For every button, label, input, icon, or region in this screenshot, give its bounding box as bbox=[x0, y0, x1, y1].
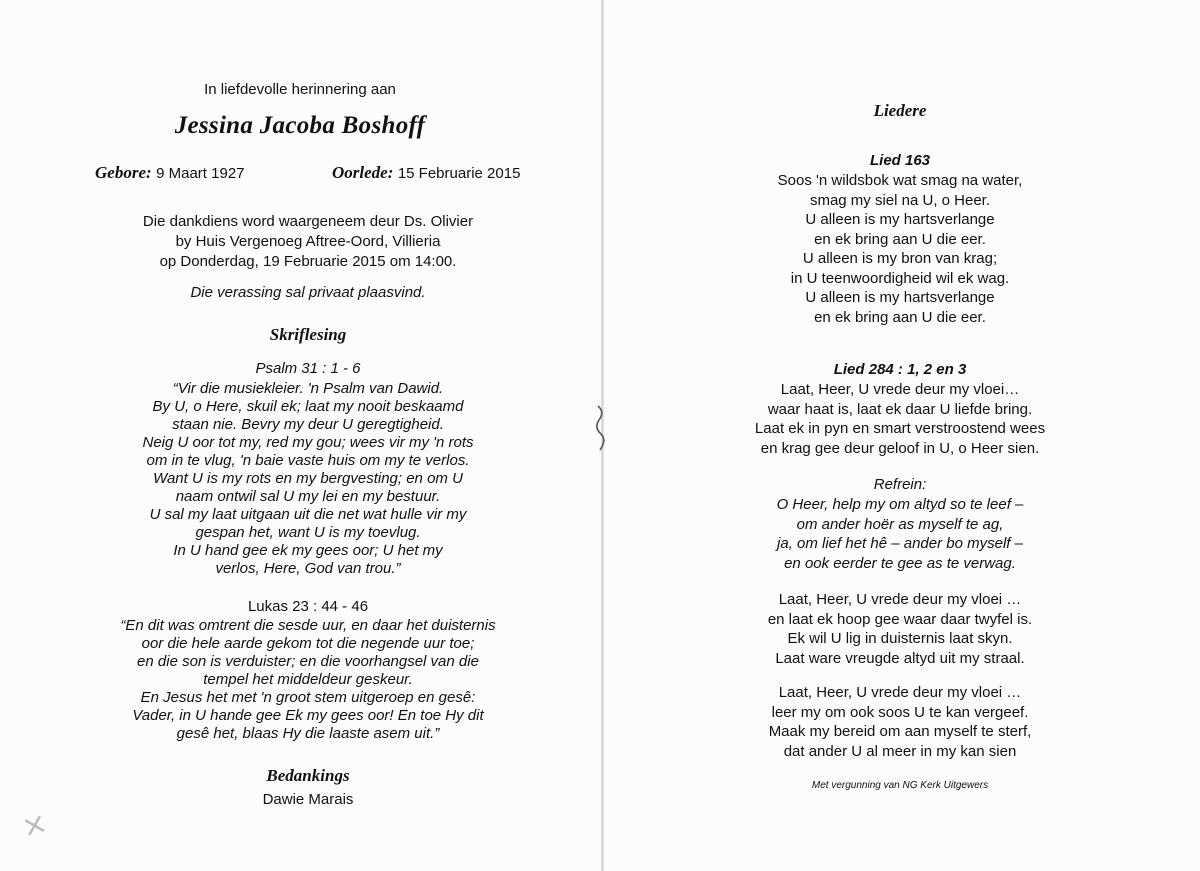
refrain-line: om ander hoër as myself te ag, bbox=[796, 515, 1004, 533]
service-details bbox=[100, 212, 516, 272]
song-line: Laat ek in pyn en smart verstroostend wees bbox=[754, 420, 1046, 437]
luke-line: Vader, in U hande gee Ek my gees oor! En toe Hy dit bbox=[132, 707, 484, 724]
psalm-line: “Vir die musiekleier. 'n Psalm van Dawid. bbox=[172, 380, 444, 397]
refrain-line: en ook eerder te gee as te verwag. bbox=[784, 554, 1016, 572]
luke-reference: Lukas 23 : 44 - 46 bbox=[247, 598, 369, 615]
song-line: en krag gee deur geloof in U, o Heer sien. bbox=[760, 439, 1040, 457]
scripture-heading: Skriflesing bbox=[269, 325, 347, 344]
song-line: Laat, Heer, U vrede deur my vloei … bbox=[778, 684, 1022, 701]
psalm-line: staan nie. Bevry my deur U geregtigheid. bbox=[172, 416, 444, 433]
luke-line: “En dit was omtrent die sesde uur, en daar het duisternis bbox=[120, 617, 496, 634]
psalm-line: naam ontwil sal U my lei en my bestuur. bbox=[175, 488, 441, 505]
song-line: en ek bring aan U die eer. bbox=[814, 308, 986, 326]
psalm-line: gespan het, want U is my toevlug. bbox=[195, 524, 421, 541]
born-label: Gebore: bbox=[95, 163, 152, 182]
died-date: 15 Februarie 2015 bbox=[397, 165, 521, 182]
luke-line: En Jesus het met 'n groot stem uitgeroep en gesê: bbox=[140, 689, 476, 706]
psalm-line: verlos, Here, God van trou.” bbox=[215, 560, 401, 577]
refrain-text bbox=[720, 495, 1080, 573]
luke-text bbox=[90, 617, 526, 743]
thanks-heading: Bedankings bbox=[266, 766, 350, 785]
song-line: in U teenwoordigheid wil ek wag. bbox=[790, 269, 1010, 287]
service-line: op Donderdag, 19 Februarie 2015 om 14:00. bbox=[159, 253, 457, 270]
song-line: en ek bring aan U die eer. bbox=[814, 230, 986, 248]
song2-verse2 bbox=[720, 590, 1080, 668]
psalm-line: By U, o Here, skuil ek; laat my nooit beskaamd bbox=[152, 398, 464, 415]
song-line: leer my om ook soos U te kan vergeef. bbox=[771, 703, 1029, 721]
psalm-line: om in te vlug, 'n baie vaste huis om my te verlos. bbox=[146, 452, 470, 469]
birth-info bbox=[95, 163, 245, 183]
luke-line: oor die hele aarde gekom tot die negende uur toe; bbox=[141, 635, 475, 652]
service-line: Die dankdiens word waargeneem deur Ds. Olivier bbox=[142, 213, 474, 230]
refrain-label: Refrein: bbox=[873, 476, 927, 493]
song1-title: Lied 163 bbox=[869, 152, 931, 169]
song-line: Soos 'n wildsbok wat smag na water, bbox=[777, 172, 1023, 189]
song-line: waar haat is, laat ek daar U liefde bring. bbox=[767, 400, 1033, 418]
luke-line: en die son is verduister; en die voorhangsel van die bbox=[137, 653, 479, 670]
song-line: Ek wil U lig in duisternis laat skyn. bbox=[787, 630, 1013, 647]
staple-mark bbox=[593, 402, 609, 454]
refrain-line: O Heer, help my om altyd so te leef – bbox=[776, 496, 1024, 513]
song-line: Laat, Heer, U vrede deur my vloei … bbox=[778, 591, 1022, 608]
song-line: Maak my bereid om aan myself te sterf, bbox=[768, 723, 1032, 740]
song-line: U alleen is my bron van krag; bbox=[802, 250, 998, 267]
service-line: by Huis Vergenoeg Aftree-Oord, Villieria bbox=[175, 233, 441, 250]
psalm-line: Want U is my rots en my bergvesting; en om U bbox=[153, 470, 463, 487]
permission-note: Met vergunning van NG Kerk Uitgewers bbox=[811, 780, 989, 791]
song2-title: Lied 284 : 1, 2 en 3 bbox=[833, 361, 967, 378]
pencil-mark: × bbox=[17, 805, 52, 846]
luke-line: tempel het middeldeur geskeur. bbox=[203, 671, 413, 688]
song-line: U alleen is my hartsverlange bbox=[805, 289, 995, 306]
song-line: Laat, Heer, U vrede deur my vloei… bbox=[780, 381, 1020, 398]
intro-text: In liefdevolle herinnering aan bbox=[204, 81, 396, 98]
song-line: U alleen is my hartsverlange bbox=[805, 211, 995, 228]
song-line: Laat ware vreugde altyd uit my straal. bbox=[775, 649, 1025, 667]
song2-verse3 bbox=[720, 683, 1080, 761]
thanks-name: Dawie Marais bbox=[262, 791, 354, 808]
death-info bbox=[332, 163, 520, 183]
psalm-line: In U hand gee ek my gees oor; U het my bbox=[173, 542, 443, 559]
psalm-reference: Psalm 31 : 1 - 6 bbox=[255, 360, 361, 377]
song-line: en laat ek hoop gee waar daar twyfel is. bbox=[767, 610, 1033, 628]
songs-heading: Liedere bbox=[873, 101, 927, 120]
song2-verse1 bbox=[720, 380, 1080, 458]
deceased-name: Jessina Jacoba Boshoff bbox=[174, 112, 426, 139]
born-date: 9 Maart 1927 bbox=[156, 165, 245, 182]
private-note: Die verassing sal privaat plaasvind. bbox=[190, 284, 426, 301]
luke-line: gesê het, blaas Hy die laaste asem uit.” bbox=[176, 725, 440, 742]
psalm-line: U sal my laat uitgaan uit die net wat hulle vir my bbox=[149, 506, 467, 523]
song-line: dat ander U al meer in my kan sien bbox=[783, 742, 1017, 760]
refrain-line: ja, om lief het hê – ander bo myself – bbox=[777, 535, 1023, 552]
psalm-line: Neig U oor tot my, red my gou; wees vir my 'n rots bbox=[142, 434, 474, 451]
psalm-text bbox=[100, 380, 516, 578]
song1-text bbox=[720, 171, 1080, 327]
song-line: smag my siel na U, o Heer. bbox=[809, 191, 991, 209]
died-label: Oorlede: bbox=[332, 163, 394, 182]
